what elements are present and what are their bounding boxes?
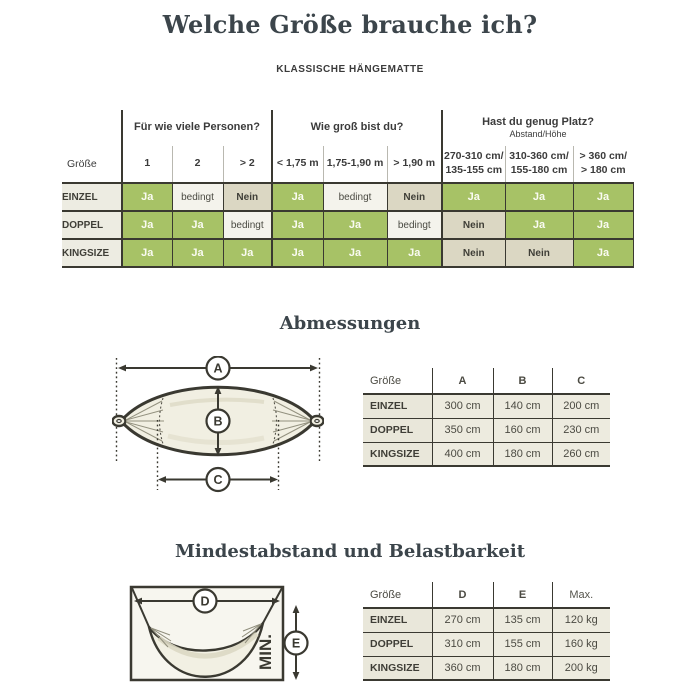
cell: Ja: [505, 183, 573, 211]
cell: Ja: [272, 239, 323, 267]
row-label: DOPPEL: [363, 632, 432, 656]
svg-text:E: E: [291, 636, 301, 651]
cell: Ja: [323, 211, 387, 239]
header-line: 155-180 cm: [510, 164, 568, 176]
min-label: MIN.: [256, 634, 275, 670]
cell: Nein: [505, 239, 573, 267]
group-header-space: [442, 110, 633, 146]
cell: Nein: [387, 183, 442, 211]
cell: 160 kg: [552, 632, 610, 656]
group-header-height: [272, 110, 442, 146]
cell: 200 kg: [552, 656, 610, 680]
column-header: [122, 146, 172, 183]
column-header-groesse: Größe: [363, 582, 432, 608]
cell: 260 cm: [552, 442, 610, 466]
hammock-dimensions-diagram: [112, 356, 324, 504]
group-title: Hast du genug Platz?: [482, 115, 594, 128]
section-heading-abmessungen: Abmessungen: [279, 313, 421, 334]
header-line: 270-310 cm/: [443, 150, 504, 163]
header-line: 2: [194, 157, 201, 170]
table-row-kingsize: [363, 656, 610, 680]
cell: 160 cm: [493, 418, 552, 442]
cell: Nein: [442, 239, 505, 267]
row-label: EINZEL: [363, 608, 432, 632]
group-subtitle: Abstand/Höhe: [509, 129, 567, 140]
corner-spacer: [62, 110, 122, 146]
column-header-groesse: Größe: [67, 158, 97, 170]
page-subtitle: KLASSISCHE HÄNGEMATTE: [276, 64, 424, 75]
table-row-einzel: [363, 394, 610, 418]
cell: Ja: [505, 211, 573, 239]
column-header-a: A: [432, 368, 493, 394]
row-label: KINGSIZE: [363, 442, 432, 466]
cell: 200 cm: [552, 394, 610, 418]
dimensions-table: [363, 368, 610, 467]
header-line: > 2: [239, 157, 255, 170]
cell: Ja: [323, 239, 387, 267]
cell: Ja: [223, 239, 272, 267]
column-header: [442, 146, 505, 183]
cell: Ja: [573, 183, 633, 211]
dimension-label-b: [207, 410, 230, 433]
cell: bedingt: [387, 211, 442, 239]
loop-hole-left: [117, 420, 121, 423]
cell: 360 cm: [432, 656, 493, 680]
cell: 300 cm: [432, 394, 493, 418]
column-header: [172, 146, 223, 183]
table-row-einzel: [363, 608, 610, 632]
header-line: 1: [144, 157, 151, 170]
cell: Ja: [122, 183, 172, 211]
header-line: > 1,90 m: [393, 157, 436, 170]
group-header-persons: [122, 110, 272, 146]
column-header-max: Max.: [552, 582, 610, 608]
cell: Ja: [573, 211, 633, 239]
cell: 180 cm: [493, 442, 552, 466]
group-title: Für wie viele Personen?: [134, 121, 260, 134]
loop-hole-right: [315, 420, 319, 423]
cell: 310 cm: [432, 632, 493, 656]
svg-text:A: A: [213, 361, 223, 376]
cell: 400 cm: [432, 442, 493, 466]
cell: Ja: [272, 183, 323, 211]
cell: 270 cm: [432, 608, 493, 632]
dimension-label-a: [207, 357, 230, 380]
column-header-c: C: [552, 368, 610, 394]
table-row-doppel: [363, 632, 610, 656]
cell: Ja: [172, 211, 223, 239]
table-row-kingsize: [363, 442, 610, 466]
size-selector-table: [62, 110, 634, 268]
dimension-label-c: [207, 468, 230, 491]
column-header-groesse: Größe: [363, 368, 432, 394]
column-header: [505, 146, 573, 183]
cell: bedingt: [223, 211, 272, 239]
header-line: 1,75-1,90 m: [326, 157, 384, 170]
load-table: [363, 582, 610, 681]
column-header: [223, 146, 272, 183]
cell: Ja: [272, 211, 323, 239]
column-header: [573, 146, 633, 183]
header-line: 310-360 cm/: [509, 150, 569, 163]
group-title: Wie groß bist du?: [310, 121, 404, 134]
table-row-doppel: [62, 211, 633, 239]
cell: 350 cm: [432, 418, 493, 442]
section-heading-mindestabstand: Mindestabstand und Belastbarkeit: [174, 541, 526, 562]
column-header: [272, 146, 323, 183]
row-label: KINGSIZE: [62, 239, 122, 267]
cell: Ja: [442, 183, 505, 211]
cell: 155 cm: [493, 632, 552, 656]
column-header-b: B: [493, 368, 552, 394]
column-header: [323, 146, 387, 183]
header-line: 135-155 cm: [445, 164, 503, 176]
cell: bedingt: [323, 183, 387, 211]
cell: Ja: [387, 239, 442, 267]
table-row-kingsize: [62, 239, 633, 267]
row-label: KINGSIZE: [363, 656, 432, 680]
table-row-einzel: [62, 183, 633, 211]
page-title: Welche Größe brauche ich?: [162, 10, 538, 39]
row-label: DOPPEL: [363, 418, 432, 442]
svg-text:D: D: [200, 594, 210, 609]
row-label: DOPPEL: [62, 211, 122, 239]
cell: 180 cm: [493, 656, 552, 680]
table-row-doppel: [363, 418, 610, 442]
cell: Ja: [122, 211, 172, 239]
cell: Ja: [172, 239, 223, 267]
cell: 120 kg: [552, 608, 610, 632]
header-line: > 180 cm: [580, 164, 626, 176]
hanging-distance-diagram: [115, 576, 315, 688]
cell: Nein: [442, 211, 505, 239]
row-label: EINZEL: [62, 183, 122, 211]
dimension-label-e: [285, 632, 308, 655]
cell: 140 cm: [493, 394, 552, 418]
svg-text:C: C: [213, 473, 223, 487]
cell: Nein: [223, 183, 272, 211]
cell: 230 cm: [552, 418, 610, 442]
cell: Ja: [573, 239, 633, 267]
dimension-label-d: [194, 590, 217, 613]
cell: 135 cm: [493, 608, 552, 632]
svg-text:B: B: [213, 414, 223, 429]
row-label: EINZEL: [363, 394, 432, 418]
header-line: < 1,75 m: [276, 157, 319, 170]
column-header: [387, 146, 442, 183]
column-header-e: E: [493, 582, 552, 608]
cell: Ja: [122, 239, 172, 267]
header-line: > 360 cm/: [579, 150, 628, 163]
column-header-d: D: [432, 582, 493, 608]
cell: bedingt: [172, 183, 223, 211]
